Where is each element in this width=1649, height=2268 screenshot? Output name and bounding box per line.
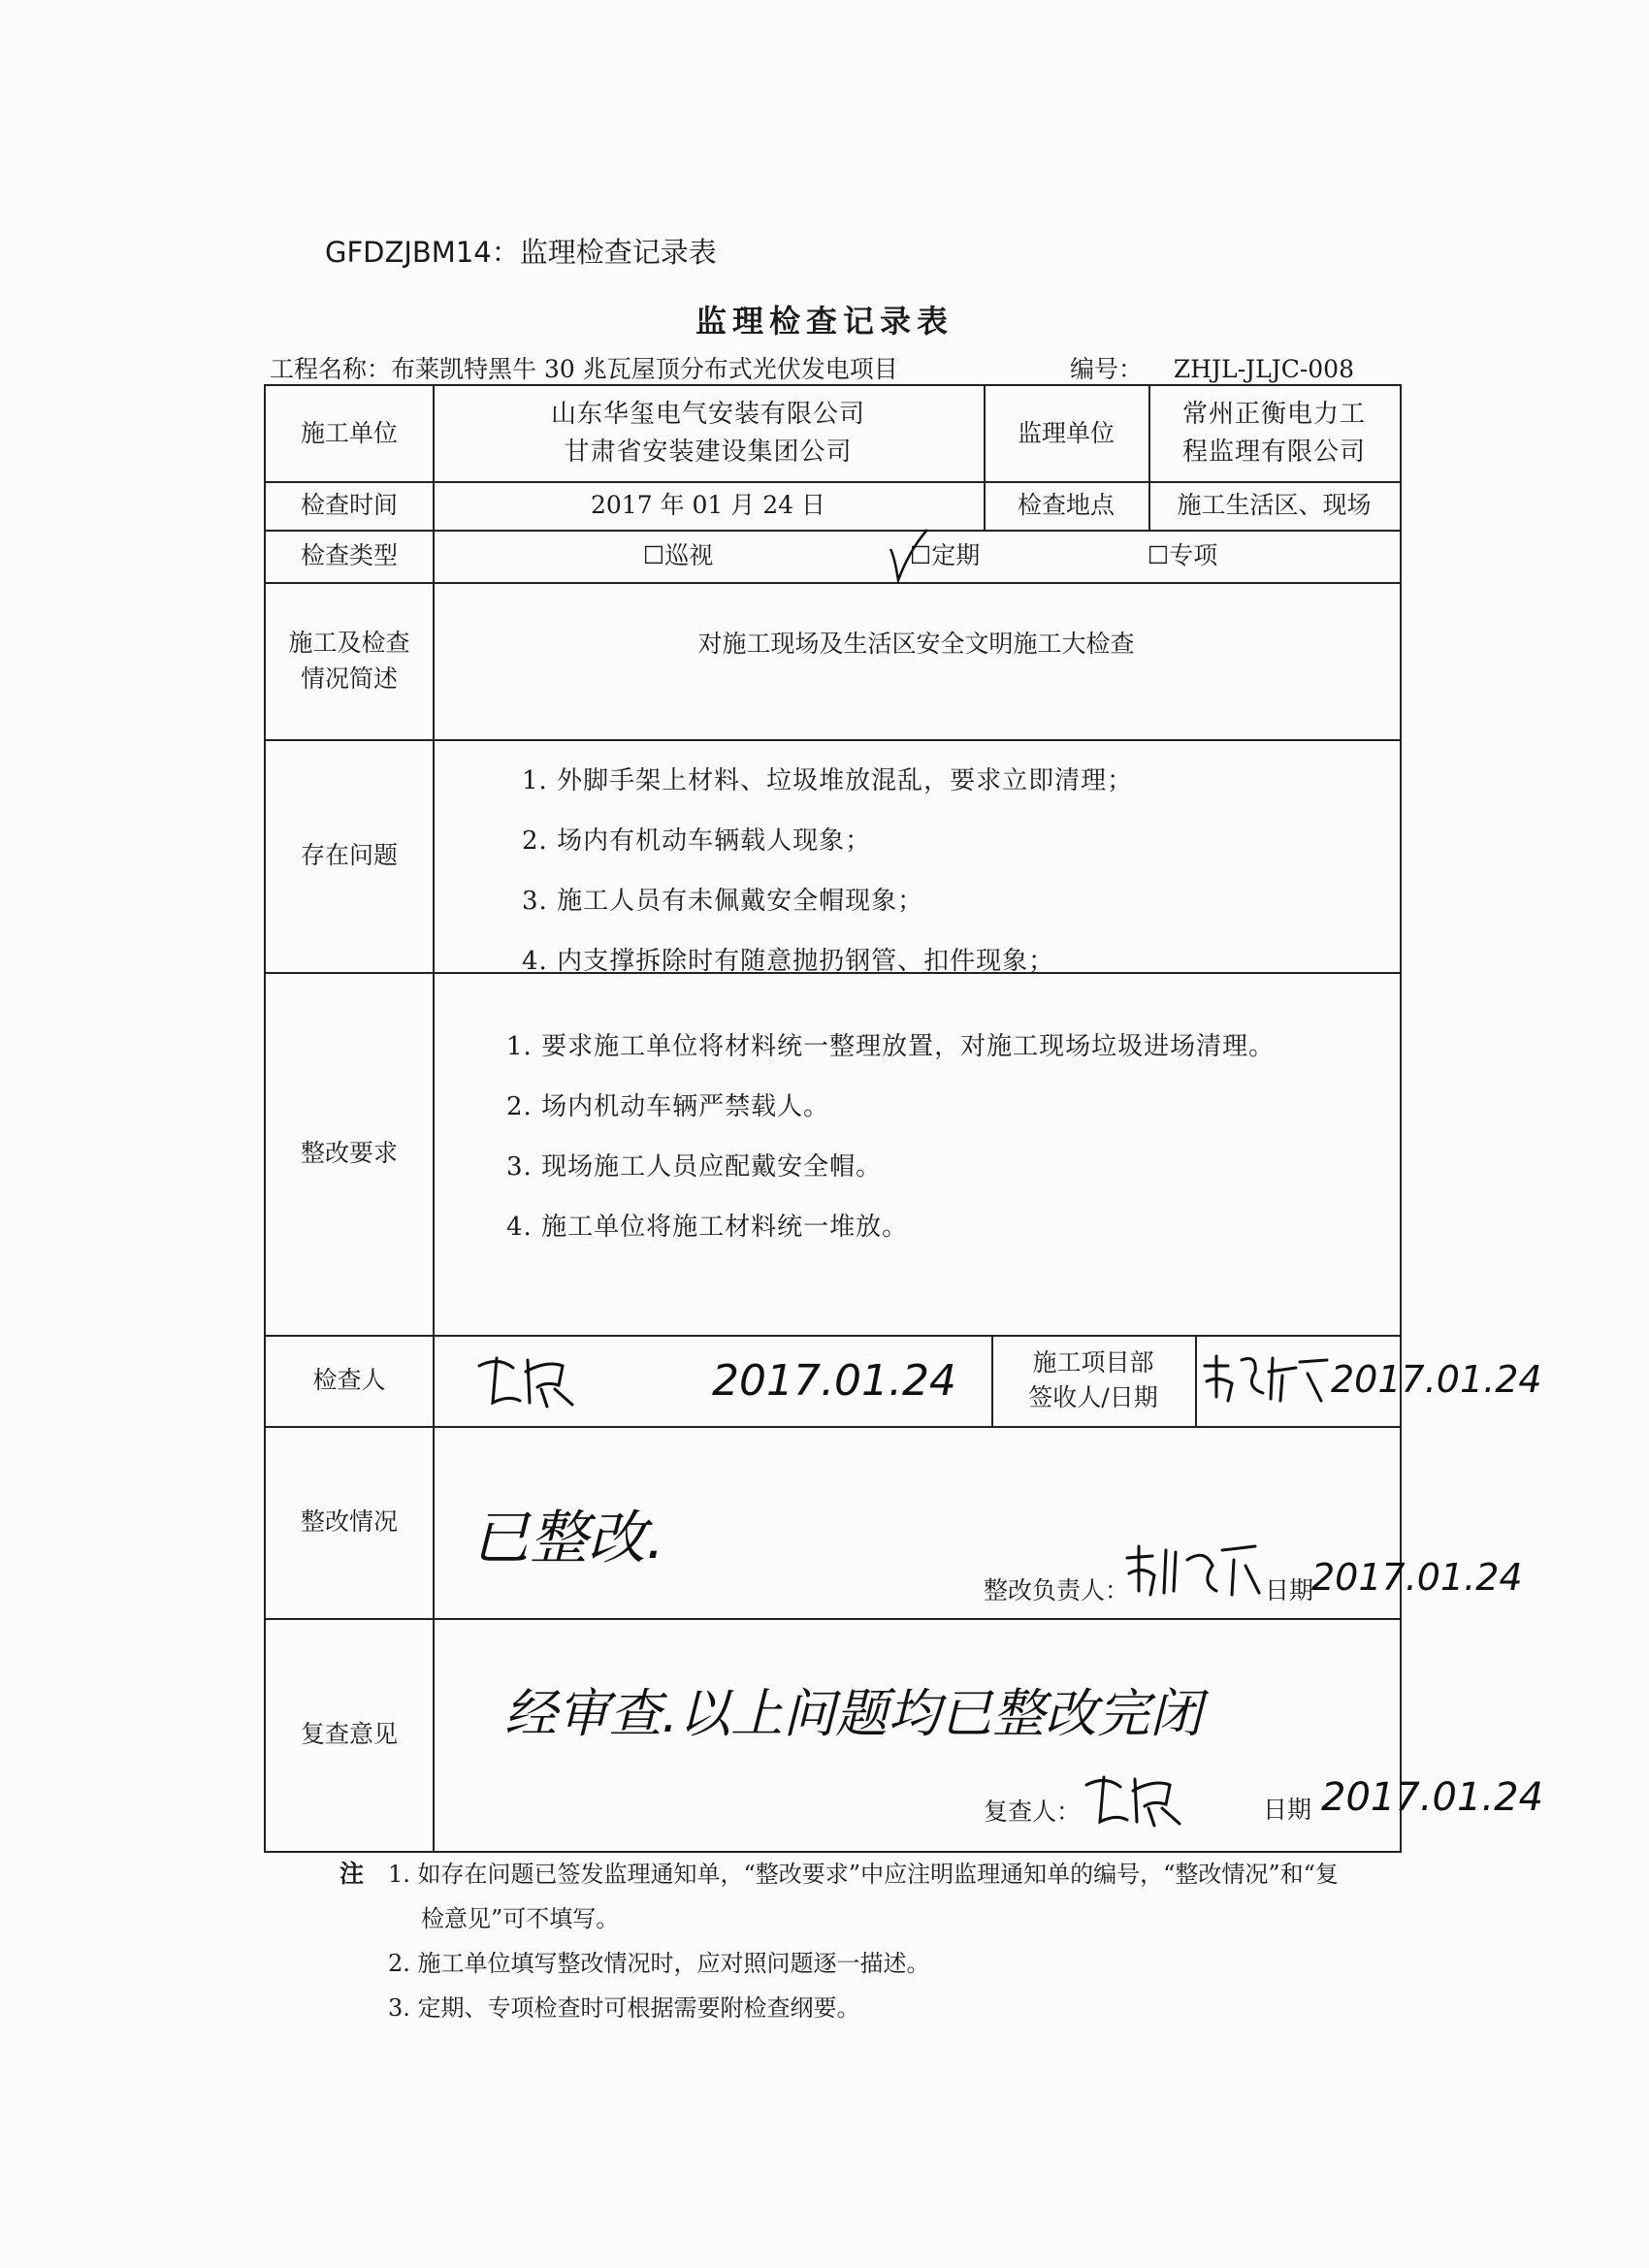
type-special-checkbox[interactable]: ☐专项: [1147, 541, 1218, 570]
inspector-date: 2017.01.24: [712, 1356, 956, 1406]
code-value: ZHJL-JLJC-008: [1173, 355, 1354, 383]
issue-item: 3. 施工人员有未佩戴安全帽现象；: [522, 887, 924, 916]
form-title: 监理检查记录表: [695, 303, 954, 340]
summary-label: [266, 582, 433, 739]
note-2: 2. 施工单位填写整改情况时，应对照问题逐一描述。: [388, 1950, 930, 1977]
issue-item: 4. 内支撑拆除时有随意抛扔钢管、扣件现象；: [522, 947, 1055, 976]
record-number: [1070, 350, 1354, 385]
inspector-label: 检查人: [312, 1366, 386, 1395]
issue-item: 2. 场内有机动车辆载人现象；: [522, 826, 872, 856]
receiver-label-line-1: 施工项目部: [1032, 1347, 1154, 1377]
review-text: 经审查.以上问题均已整改完闭: [504, 1683, 1203, 1744]
construction-unit-2: 甘肃省安装建设集团公司: [564, 437, 853, 467]
check-location-label: 检查地点: [1017, 491, 1115, 520]
row-divider: [266, 739, 1400, 741]
receiver-label: [991, 1335, 1195, 1426]
check-location-value: 施工生活区、现场: [1177, 491, 1372, 520]
project-label: 工程名称：: [270, 355, 392, 383]
issues-list: [522, 751, 1133, 991]
review-label: 复查意见: [300, 1720, 398, 1749]
column-divider: [1195, 1335, 1197, 1426]
row-divider: [266, 1618, 1400, 1620]
summary-text: 对施工现场及生活区安全文明施工大检查: [697, 630, 1135, 659]
rectify-item: 3. 现场施工人员应配戴安全帽。: [506, 1152, 883, 1182]
row-divider: [266, 1335, 1400, 1337]
check-time-label: 检查时间: [300, 491, 398, 520]
status-resp-label: 整改负责人：: [984, 1576, 1130, 1604]
type-patrol-checkbox[interactable]: ☐巡视: [642, 541, 714, 570]
review-date-label: 日期: [1263, 1796, 1312, 1824]
review-date: 2017.01.24: [1321, 1775, 1544, 1820]
note-1a: 1. 如存在问题已签发监理通知单，“整改要求”中应注明监理通知单的编号，“整改情况”和“复: [388, 1861, 1339, 1888]
issue-item: 1. 外脚手架上材料、垃圾堆放混乱，要求立即清理；: [522, 766, 1134, 795]
status-label: 整改情况: [300, 1507, 398, 1537]
rectify-label: 整改要求: [300, 1139, 398, 1168]
construction-unit-value: [433, 386, 984, 481]
summary-label-line-1: 施工及检查: [288, 628, 410, 657]
project-name: 布莱凯特黑牛 30 兆瓦屋顶分布式光伏发电项目: [391, 355, 898, 383]
rectify-item: 4. 施工单位将施工材料统一堆放。: [506, 1213, 909, 1242]
note-3: 3. 定期、专项检查时可根据需要附检查纲要。: [388, 1994, 860, 2022]
note-1b: 检意见”可不填写。: [421, 1905, 620, 1932]
notes-prefix: 注: [340, 1860, 365, 1888]
form-code: GFDZJBM14：监理检查记录表: [325, 236, 717, 269]
receiver-label-line-2: 签收人/日期: [1028, 1383, 1158, 1411]
inspector-signature: [469, 1346, 586, 1414]
receiver-signature: [1199, 1348, 1335, 1407]
rectify-item: 1. 要求施工单位将材料统一整理放置，对施工现场垃圾进场清理。: [506, 1032, 1276, 1061]
construction-unit-1: 山东华玺电气安装有限公司: [550, 400, 865, 429]
row-divider: [266, 1426, 1400, 1428]
rectify-list: [506, 1017, 1275, 1257]
responsible-signature: [1119, 1537, 1265, 1604]
supervision-unit-value: [1148, 386, 1400, 481]
column-divider: [433, 386, 435, 1851]
row-divider: [266, 582, 1400, 584]
issues-label: 存在问题: [300, 841, 398, 870]
reviewer-label: 复查人：: [984, 1798, 1082, 1826]
code-label: 编号：: [1070, 355, 1144, 383]
check-type-label: 检查类型: [300, 541, 398, 570]
status-date-label: 日期: [1265, 1576, 1314, 1604]
project-line: [270, 350, 898, 385]
supervision-unit-1: 常州正衡电力工: [1181, 400, 1366, 429]
status-date: 2017.01.24: [1311, 1556, 1523, 1599]
receiver-date: 2017.01.24: [1331, 1358, 1542, 1401]
supervision-unit-label: 监理单位: [1017, 419, 1115, 448]
type-regular-checkbox[interactable]: ☐定期: [909, 541, 981, 570]
checkmark-icon: [885, 528, 929, 584]
construction-unit-label: 施工单位: [300, 419, 398, 448]
rectify-item: 2. 场内机动车辆严禁载人。: [506, 1092, 830, 1121]
status-text: 已整改.: [471, 1505, 665, 1572]
inspection-table: [264, 384, 1544, 1853]
summary-label-line-2: 情况简述: [300, 664, 398, 693]
reviewer-signature: [1077, 1766, 1193, 1831]
supervision-unit-2: 程监理有限公司: [1181, 437, 1366, 467]
check-time-value: 2017 年 01 月 24 日: [591, 491, 825, 520]
